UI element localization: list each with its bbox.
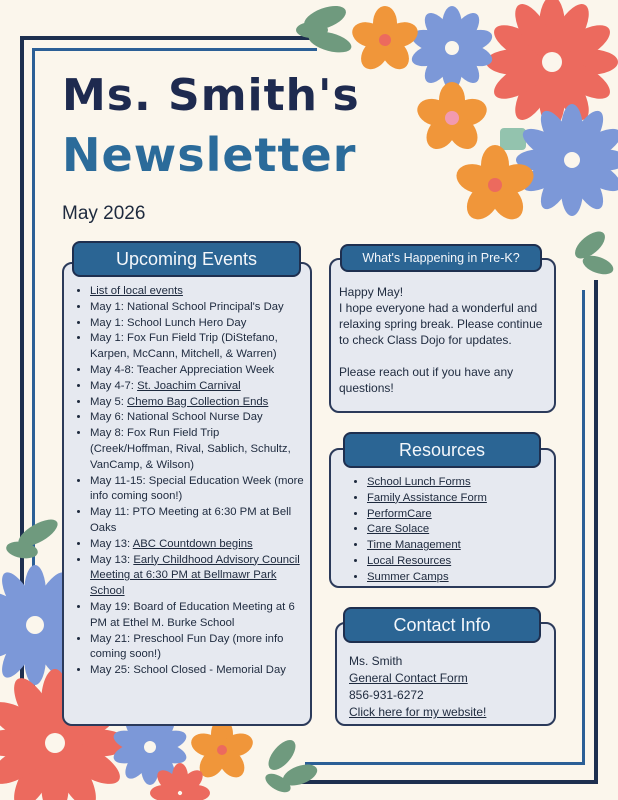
- event-item: [90, 553, 304, 600]
- newsletter-title-line2: Newsletter: [62, 128, 357, 182]
- event-item: • May 21: Preschool Fun Day (more info coming soon!): [90, 632, 304, 664]
- event-item: [90, 379, 304, 395]
- frame-top-inner: [32, 48, 317, 51]
- flower-icon: [409, 6, 495, 90]
- prek-paragraph-1: I hope everyone had a wonderful and relaxing spring break. Please continue to check Class Dojo for updates.: [339, 301, 543, 347]
- event-item: • May 4-8: Teacher Appreciation Week: [90, 363, 304, 379]
- flower-icon: [486, 0, 618, 128]
- event-date: May 13:: [90, 553, 134, 566]
- resources-card: [329, 448, 556, 588]
- frame-bottom-outer: [300, 780, 598, 784]
- resource-link[interactable]: PerformCare: [367, 507, 432, 520]
- prek-paragraph-2: Please reach out if you have any questions!: [339, 365, 514, 395]
- resource-link[interactable]: Local Resources: [367, 554, 452, 567]
- resources-list: [331, 475, 554, 586]
- event-item: • May 1: National School Principal's Day: [90, 300, 304, 316]
- event-item: • May 25: School Closed - Memorial Day: [90, 663, 304, 679]
- event-date: May 5:: [90, 395, 128, 408]
- prek-heading: What's Happening in Pre-K?: [340, 244, 542, 272]
- event-item: • May 1: School Lunch Hero Day: [90, 316, 304, 332]
- general-contact-form-link[interactable]: General Contact Form: [349, 671, 468, 685]
- resource-link[interactable]: Care Solace: [367, 523, 430, 536]
- prek-greeting: Happy May!: [339, 285, 404, 299]
- leaf-icon: [5, 515, 62, 561]
- frame-right-outer: [594, 280, 598, 784]
- resource-link[interactable]: School Lunch Forms: [367, 476, 471, 488]
- resource-link[interactable]: Family Assistance Form: [367, 491, 487, 504]
- website-link[interactable]: Click here for my website!: [349, 705, 487, 719]
- newsletter-title-line1: Ms. Smith's: [62, 70, 360, 121]
- event-item: • May 11: PTO Meeting at 6:30 PM at Bell Oaks: [90, 505, 304, 537]
- leaf-icon: [262, 735, 320, 796]
- resource-link[interactable]: Time Management: [367, 539, 461, 552]
- event-item: • May 8: Fox Run Field Trip (Creek/Hoffman, Rival, Sablich, Schultz, VanCamp, & Wilson): [90, 426, 304, 473]
- event-item: [90, 395, 304, 411]
- resource-item: [367, 522, 554, 538]
- event-link[interactable]: Chemo Bag Collection Ends: [127, 395, 269, 408]
- event-item: [90, 537, 304, 553]
- event-item: • May 6: National School Nurse Day: [90, 410, 304, 426]
- flower-icon: [414, 82, 491, 155]
- resource-item: [367, 507, 554, 523]
- newsletter-date: May 2026: [62, 203, 146, 224]
- event-link[interactable]: Early Childhood Advisory Council Meeting at 6:30 PM at Bellmawr Park School: [90, 553, 300, 598]
- leaf-icon: [296, 1, 354, 56]
- event-item: • May 11-15: Special Education Week (more info coming soon!): [90, 474, 304, 506]
- events-list: [64, 284, 310, 679]
- local-events-link[interactable]: List of local events: [90, 285, 183, 297]
- resource-link[interactable]: Summer Camps: [367, 570, 449, 583]
- contact-name: Ms. Smith: [349, 654, 403, 668]
- event-link[interactable]: St. Joachim Carnival: [137, 379, 241, 392]
- contact-phone: 856-931-6272: [349, 688, 424, 702]
- resource-item: [367, 475, 554, 491]
- prek-card: [329, 258, 556, 413]
- resource-item: [367, 570, 554, 586]
- resources-heading: Resources: [343, 432, 541, 468]
- event-item: • May 1: Fox Fun Field Trip (DiStefano, Karpen, McCann, Mitchell, & Warren): [90, 331, 304, 363]
- frame-right-inner: [582, 290, 585, 765]
- upcoming-events-card: [62, 262, 312, 726]
- resource-item: [367, 491, 554, 507]
- frame-bottom-inner: [305, 762, 585, 765]
- contact-heading: Contact Info: [343, 607, 541, 643]
- flower-icon: [516, 104, 618, 216]
- upcoming-events-heading: Upcoming Events: [72, 241, 301, 277]
- event-link[interactable]: ABC Countdown begins: [132, 537, 253, 550]
- resource-item: [367, 538, 554, 554]
- event-item: [90, 284, 304, 300]
- flower-icon: [349, 6, 421, 75]
- square-shape: [500, 128, 526, 150]
- event-item: • May 19: Board of Education Meeting at 6 PM at Ethel M. Burke School: [90, 600, 304, 632]
- leaf-icon: [570, 227, 615, 278]
- resource-item: [367, 554, 554, 570]
- event-date: May 13:: [90, 537, 133, 550]
- frame-top-outer: [20, 36, 320, 40]
- event-date: May 4-7:: [90, 379, 138, 392]
